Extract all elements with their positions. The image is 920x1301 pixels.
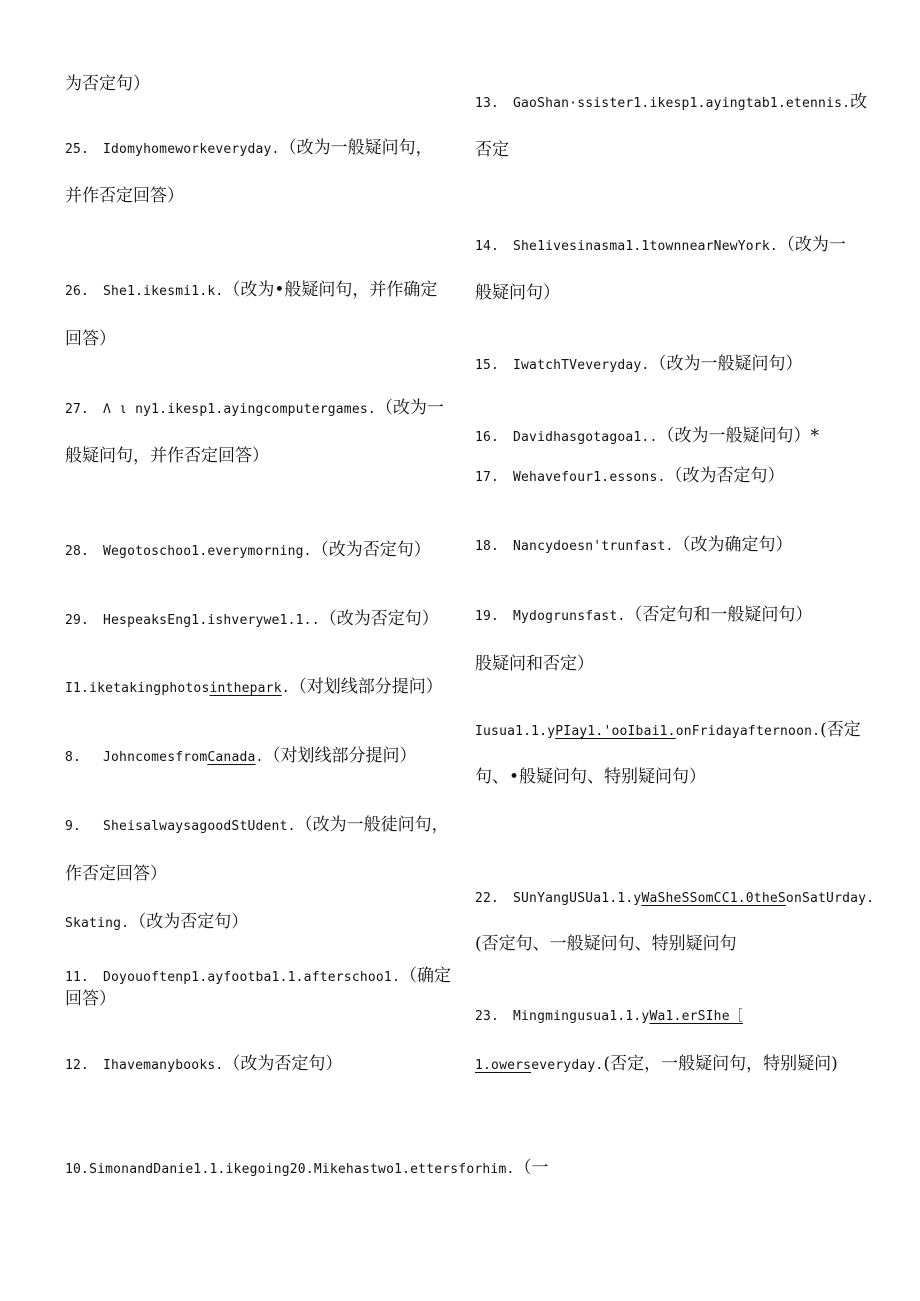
right-line-4: 句、•般疑问句、特别疑问句） (475, 767, 707, 787)
question-friday: Iusua1.1.yPIay1.'ooIbai1.onFridayafternoon.(否定 (475, 720, 861, 740)
question-13: 13. GaoShan·ssister1.ikesp1.ayingtab1.etennis.改 (475, 92, 868, 112)
question-8: 8. JohncomesfromCanada.（对划线部分提问） (65, 746, 417, 766)
right-line-5: (否定句、一般疑问句、特别疑问句 (475, 934, 737, 954)
left-line-2: 并作否定回答） (65, 186, 184, 206)
left-line-1: 为否定句） (65, 74, 150, 94)
left-line-6: 回答） (65, 989, 116, 1009)
question-11: 11. Doyouoftenp1.ayfootba1.1.afterschoo1.（确定 (65, 966, 451, 986)
question-17: 17. Wehavefour1.essons.（改为否定句） (475, 466, 785, 486)
question-27: 27. Λ ι ny1.ikesp1.ayingcomputergames.（改为一 (65, 398, 444, 418)
question-15: 15. IwatchTVeveryday.（改为一般疑问句） (475, 354, 803, 374)
question-23-continued: 1.owerseveryday.(否定，一般疑问句，特别疑问) (475, 1054, 838, 1074)
left-line-5: 作否定回答） (65, 864, 167, 884)
question-9: 9. SheisalwaysagoodStUdent.（改为一般徒问句， (65, 815, 449, 835)
right-line-2: 般疑问句） (475, 283, 560, 303)
question-28: 28. Wegotoschoo1.everymorning.（改为否定句） (65, 540, 431, 560)
question-18: 18. Nancydoesn'trunfast.（改为确定句） (475, 535, 793, 555)
right-line-3: 股疑问和否定） (475, 654, 594, 674)
question-19: 19. Mydogrunsfast.（否定句和一般疑问句） (475, 605, 813, 625)
bottom-line: 10.SimonandDanie1.1.ikegoing20.Mikehastwo1.ettersforhim.（一 (65, 1158, 549, 1178)
question-skating: Skating.（改为否定句） (65, 912, 249, 932)
question-23: 23. Mingmingusua1.1.yWa1.erSIhe［ (475, 1009, 743, 1024)
question-29: 29. HespeaksEng1.ishverywe1.1..（改为否定句） (65, 609, 439, 629)
question-22: 22. SUnYangUSUa1.1.yWaSheSSomCC1.0theSonSatUrday. (475, 891, 875, 906)
question-12: 12. Ihavemanybooks.（改为否定句） (65, 1054, 343, 1074)
left-line-3: 回答） (65, 329, 116, 349)
question-photos: I1.iketakingphotosinthepark.（对划线部分提问） (65, 677, 443, 697)
left-line-4: 般疑问句，并作否定回答） (65, 446, 269, 466)
right-line-1: 否定 (475, 140, 509, 160)
question-26: 26. She1.ikesmi1.k.（改为•般疑问句，并作确定 (65, 280, 438, 300)
question-16: 16. Davidhasgotagoa1..（改为一般疑问句）* (475, 426, 819, 446)
question-14: 14. She1ivesinasma1.1townnearNewYork.（改为一 (475, 235, 846, 255)
question-25: 25. Idomyhomeworkeveryday.（改为一般疑问句， (65, 138, 433, 158)
